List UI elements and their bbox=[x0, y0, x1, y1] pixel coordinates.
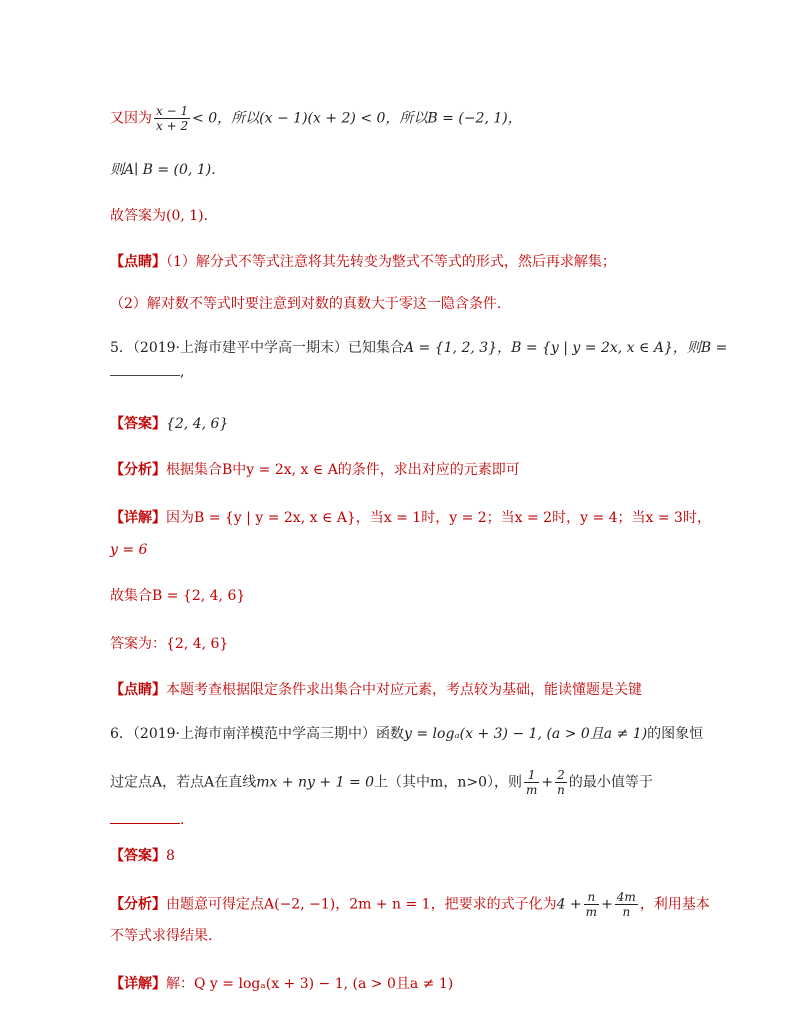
detail-6: 【详解】解：Q y = logₐ(x + 3) − 1, (a > 0且a ≠ 1) bbox=[110, 976, 454, 992]
line-fraction-ineq bbox=[110, 104, 754, 133]
text-segment: 又因为 bbox=[110, 110, 152, 127]
tip-5: 【点睛】本题考查根据限定条件求出集合中对应元素，考点较为基础，能读懂题是关键 bbox=[110, 682, 642, 698]
detail-5: 【详解】因为B = {y | y = 2x, x ∈ A}，当x = 1时，y = 2；当x = 2时，y = 4；当x = 3时， bbox=[110, 510, 711, 526]
answer-blank bbox=[110, 363, 180, 376]
analysis-6-cont: 不等式求得结果. bbox=[110, 928, 213, 944]
answer-blank bbox=[110, 811, 180, 824]
question-5: 5．（2019·上海市建平中学高一期末）已知集合A = {1, 2, 3}，B = {y | y = 2x, x ∈ A}，则B = bbox=[110, 340, 728, 356]
answer-5: 【答案】{2, 4, 6} bbox=[110, 416, 229, 432]
answer-6: 【答案】8 bbox=[110, 848, 175, 864]
answer-line-5: 答案为：{2, 4, 6} bbox=[110, 636, 229, 652]
analysis-5: 【分析】根据集合B中y = 2x, x ∈ A的条件，求出对应的元素即可 bbox=[110, 462, 520, 478]
question-6-blank: . bbox=[110, 810, 754, 830]
detail-5-cont: y = 6 bbox=[110, 542, 148, 558]
line-answer-statement: 故答案为(0, 1). bbox=[110, 208, 209, 224]
fraction-2-over-n: $\frac{2}{n}$ bbox=[557, 768, 565, 797]
conclusion-5: 故集合B = {2, 4, 6} bbox=[110, 588, 246, 604]
tip-line-2: （2）解对数不等式时要注意到对数的真数大于零这一隐含条件. bbox=[110, 296, 502, 312]
fraction-n-over-m: $\frac{n}{m}$ bbox=[585, 890, 598, 919]
fraction-1-over-m: $\frac{1}{m}$ bbox=[525, 768, 538, 797]
question-5-blank: , bbox=[110, 362, 754, 382]
analysis-6: 【分析】由题意可得定点A(−2, −1)，2m + n = 1，把要求的式子化为4 + $\frac{n}{m}$ + $\frac{4m}{n}$ ，利用基本 bbox=[110, 890, 710, 919]
fraction: $\frac{x - 1}{x + 2}$ bbox=[156, 104, 189, 133]
question-6-line2: 过定点A，若点A在直线mx + ny + 1 = 0上（其中m，n>0），则 $\frac{1}{m}$ + $\frac{2}{n}$ 的最小值等于 bbox=[110, 768, 653, 797]
line-intersection: 则A∣ B = (0, 1). bbox=[110, 162, 216, 178]
math-text: < 0，所以(x − 1)(x + 2) < 0，所以B = (−2, 1)， bbox=[192, 110, 522, 127]
fraction-4m-over-n: $\frac{4m}{n}$ bbox=[616, 890, 636, 919]
tip-line-1: 【点睛】（1）解分式不等式注意将其先转变为整式不等式的形式，然后再求解集； bbox=[110, 254, 616, 270]
question-6: 6．（2019·上海市南洋模范中学高三期中）函数y = logₐ(x + 3) − 1, (a > 0且a ≠ 1)的图象恒 bbox=[110, 726, 704, 742]
